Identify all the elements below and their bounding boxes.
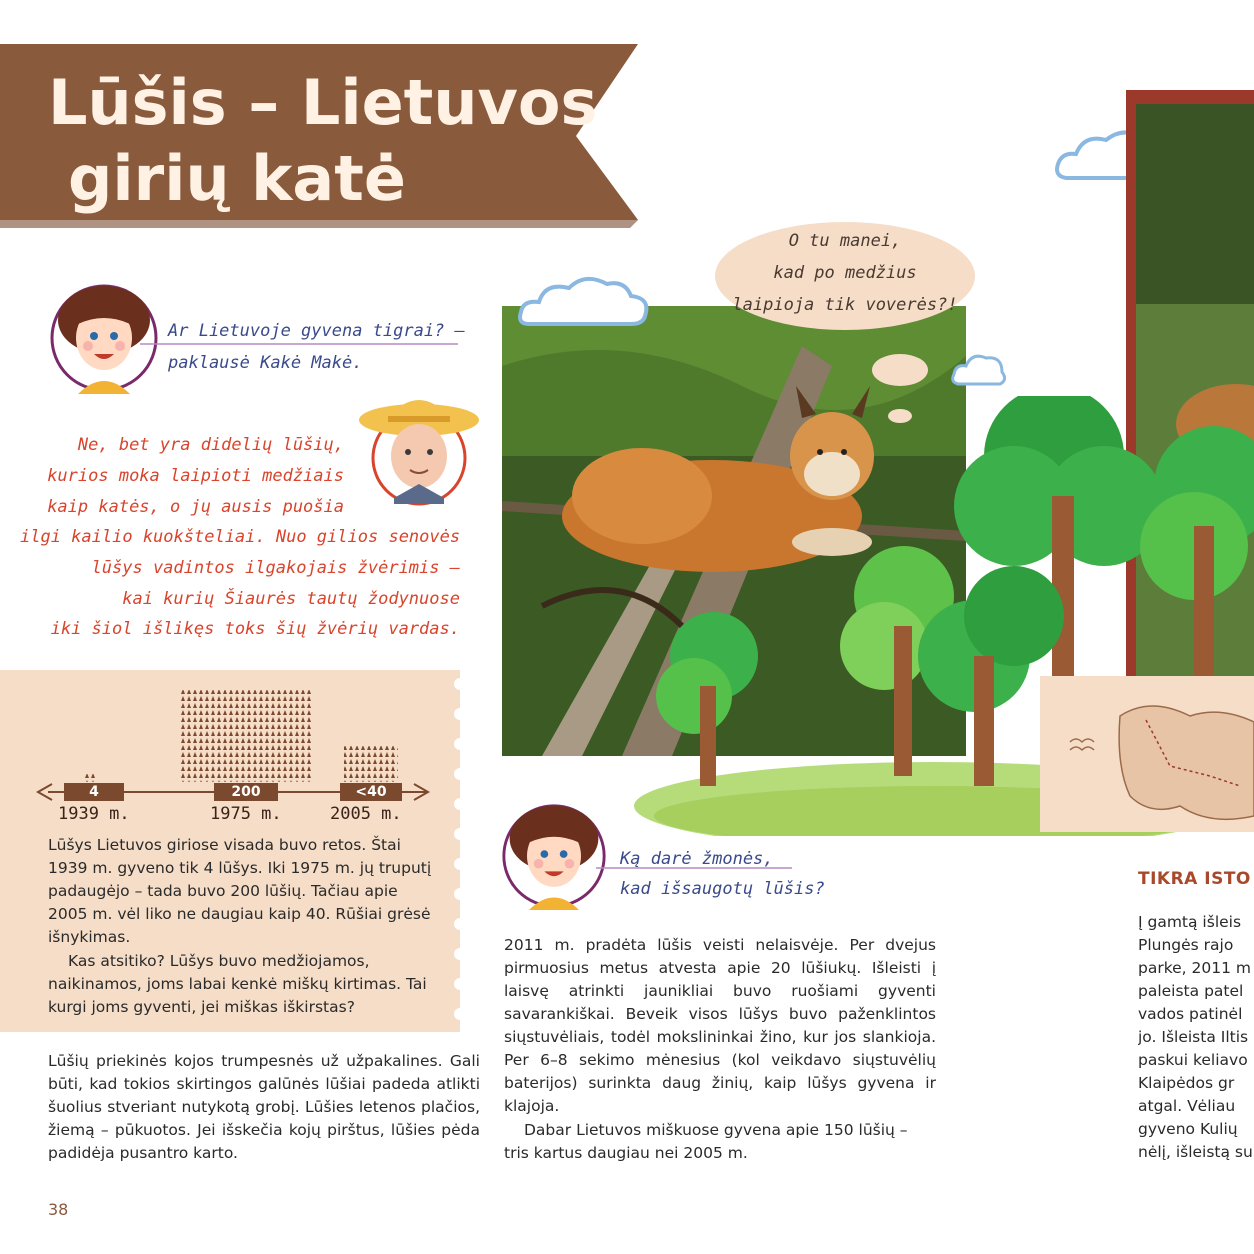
right-line: Klaipėdos gr	[1138, 1074, 1235, 1092]
right-line: paleista patel	[1138, 982, 1244, 1000]
grandpa-avatar	[358, 380, 480, 510]
answer-line-4: ilgi kailio kuokšteliai. Nuo gilios senovės	[20, 527, 461, 547]
body-middle-paragraph-1: 2011 m. pradėta lūšis veisti nelaisvėje. Per dvejus pirmuosius metus atvesta apie 20 lūšiukų. Išleisti į laisvę atrinkti jaunikliai buvo ruošiami gyventi savarankiškai. Beveik visos lūšys buvo paženklintos siųstuvėliais, todėl mokslininkai žino, kur jos slankioja. Per 6–8 sekimo mėnesius (kol veikdavo siųstuvėlių baterijos) surinkta daug žinių, kaip lūšys gyvena ir klajoja.	[504, 936, 936, 1115]
timeline-panel	[0, 670, 460, 1032]
right-line: nėlį, išleistą su	[1138, 1143, 1253, 1161]
timeline-value-1975: 200	[214, 783, 278, 801]
right-line: gyveno Kulių	[1138, 1120, 1238, 1138]
answer-line-6: kai kurių Šiaurės tautų žodynuose	[122, 589, 460, 609]
timeline-value-2005: <40	[340, 783, 402, 801]
bubble-line-3: laipioja tik voverės?!	[732, 295, 958, 315]
answer-line-2: kurios moka laipioti medžiais	[47, 466, 344, 486]
answer-line-3: kaip katės, o jų ausis puošia	[47, 497, 344, 517]
kake-question2-line-2: kad išsaugotų lūšis?	[620, 879, 825, 899]
page-title-line-2: girių katė	[68, 142, 406, 215]
kake-question2-line-1: Ką darė žmonės,	[620, 849, 774, 869]
right-line: parke, 2011 m	[1138, 959, 1251, 977]
answer-line-7: iki šiol išlikęs toks šių žvėrių vardas.	[50, 619, 460, 639]
right-line: vados patinėl	[1138, 1005, 1243, 1023]
thought-bubble	[712, 220, 978, 332]
timeline-year-1975: 1975 m.	[210, 804, 282, 824]
panel-paragraph-1: Lūšys Lietuvos giriose visada buvo retos. Štai 1939 m. gyveno tik 4 lūšys. Iki 1975 m. jų truputį padaugėjo – tada buvo 200 lūšių. Tačiau apie 2005 m. vėl liko ne daugiau kaip 40. Rūšiai grėsė išnykimas.	[48, 836, 432, 946]
bubble-line-2: kad po medžius	[773, 263, 917, 283]
timeline-year-1939: 1939 m.	[58, 804, 130, 824]
answer-line-1: Ne, bet yra didelių lūšių,	[77, 435, 344, 455]
timeline-value-1939: 4	[64, 783, 124, 801]
right-line: paskui keliavo	[1138, 1051, 1248, 1069]
lithuania-map-card	[1040, 676, 1254, 832]
timeline-year-2005: 2005 m.	[330, 804, 402, 824]
panel-paragraph-2: Kas atsitiko? Lūšys buvo medžiojamos, naikinamos, joms labai kenkė miškų kirtimas. Tai kurgi joms gyventi, jei miškas iškirstas?	[48, 952, 427, 1016]
cloud-icon	[515, 272, 655, 332]
right-column-text	[1138, 911, 1254, 1164]
right-line: Plungės rajo	[1138, 936, 1234, 954]
title-banner	[0, 44, 640, 228]
right-line: atgal. Vėliau	[1138, 1097, 1236, 1115]
kake-question-line-1: Ar Lietuvoje gyvena tigrai? –	[168, 321, 465, 341]
page-title-line-1: Lūšis – Lietuvos	[48, 66, 598, 139]
body-left-paragraph: Lūšių priekinės kojos trumpesnės už užpakalines. Gali būti, kad tokios skirtingos galūnės lūšiai padeda atlikti šuolius stveriant nutykotą grobį. Lūšies letenos plačios, žiemą – pūkuotos. Jei išskečia kojų pirštus, lūšies pėda padidėja pusantro karto.	[48, 1052, 480, 1162]
kake-question-line-2: paklausė Kakė Makė.	[168, 353, 363, 373]
body-middle-paragraph-2: Dabar Lietuvos miškuose gyvena apie 150 lūšių – tris kartus daugiau nei 2005 m.	[504, 1121, 908, 1162]
true-story-heading: TIKRA ISTO	[1138, 869, 1251, 889]
right-line: Į gamtą išleis	[1138, 913, 1242, 931]
page-number: 38	[48, 1200, 69, 1219]
right-line: jo. Išleista Iltis	[1138, 1028, 1249, 1046]
kake-make-avatar-2	[500, 800, 608, 912]
kake-make-avatar	[48, 282, 160, 394]
bubble-line-1: O tu manei,	[788, 231, 902, 251]
cloud-icon	[950, 346, 1010, 390]
answer-line-5: lūšys vadintos ilgakojais žvėrimis –	[91, 558, 460, 578]
